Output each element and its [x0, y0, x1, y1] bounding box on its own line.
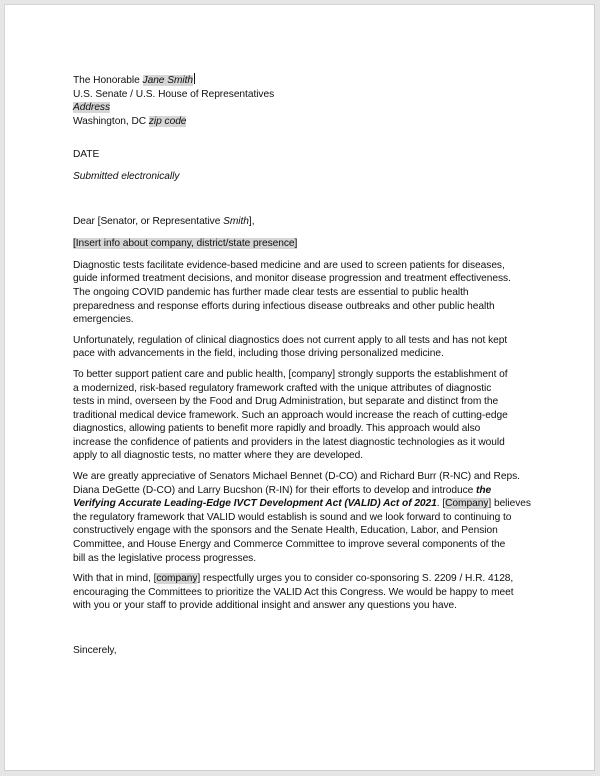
text-line: bill as the legislative process progresses. — [73, 552, 257, 564]
text-line: constructively engage with the sponsors and the Senate Health, Education, Labor, and Pension — [73, 525, 498, 537]
salutation — [73, 215, 543, 229]
paragraph-diagnostic-tests — [73, 259, 543, 327]
recipient-name-placeholder[interactable]: Jane Smith — [142, 75, 193, 86]
recipient-block — [73, 73, 543, 128]
text-line — [73, 484, 543, 498]
text-line: Diagnostic tests facilitate evidence-based medicine and are used to screen patients for diseases, — [73, 259, 505, 271]
text-line: We are greatly appreciative of Senators Michael Bennet (D-CO) and Richard Burr (R-NC) and Reps. — [73, 471, 520, 483]
recipient-chamber: U.S. Senate / U.S. House of Representatives — [73, 88, 275, 100]
text-line — [73, 497, 543, 511]
submitted-electronically: Submitted electronically — [73, 170, 180, 182]
text-line: traditional medical device framework. Such an approach would increase the reach of cutting-edge — [73, 409, 508, 421]
recipient-city-line — [73, 115, 543, 129]
text-line: pace with advancements in the field, including those driving personalized medicine. — [73, 348, 444, 360]
text-line: encouraging the Committees to prioritize the VALID Act this Congress. We would be happy to meet — [73, 586, 514, 598]
document-page — [4, 4, 595, 771]
text-line: apply to all diagnostic tests, no matter where they are developed. — [73, 450, 364, 462]
text-line: emergencies. — [73, 314, 134, 326]
closing-sincerely: Sincerely, — [73, 645, 117, 656]
text-span: With that in mind, [ — [73, 573, 157, 585]
text-span: ] believes — [488, 498, 531, 510]
text-cursor — [194, 73, 195, 84]
salutation-prefix: Dear [Senator, or Representative — [73, 215, 224, 227]
paragraph-sponsors — [73, 470, 543, 565]
zip-placeholder[interactable]: zip code — [148, 115, 187, 127]
text-line — [73, 572, 543, 586]
text-line: a modernized, risk-based regulatory framework crafted with the unique attributes of diagnostic — [73, 382, 492, 394]
text-line: guide informed treatment decisions, and monitor disease progression and treatment effectiveness. — [73, 273, 511, 285]
text-line: Committee, and House Energy and Commerce Committee to improve several components of the — [73, 539, 506, 551]
text-line: The ongoing COVID pandemic has further made clear tests are essential to public health — [73, 286, 469, 298]
salutation-suffix: ], — [248, 215, 255, 227]
text-line: To better support patient care and public health, [company] strongly supports the establishment of — [73, 368, 508, 380]
address-placeholder[interactable]: Address — [73, 102, 111, 114]
act-title: Verifying Accurate Leading-Edge IVCT Development Act (VALID) Act of 2021 — [73, 498, 437, 510]
text-line: diagnostics, allowing patients to benefit more rapidly and broadly. This approach would also — [73, 423, 481, 435]
company-placeholder[interactable]: Company — [445, 498, 489, 510]
text-line: the regulatory framework that VALID would establish is sound and we look forward to continuing to — [73, 511, 512, 523]
paragraph-support — [73, 368, 543, 463]
text-line: tests in mind, overseen by the Food and Drug Administration, but separate and distinct from the — [73, 396, 499, 408]
text-line: preparedness and response efforts during infectious disease outbreaks and other public health — [73, 300, 495, 312]
text-line: increase the confidence of patients and providers in the latest diagnostic technologies as it would — [73, 436, 505, 448]
text-span: . [ — [436, 498, 446, 510]
text-line: Unfortunately, regulation of clinical diagnostics does not current apply to all tests and has not kept — [73, 334, 508, 346]
salutation-name: Smith — [223, 215, 249, 227]
letter-body[interactable] — [73, 73, 543, 658]
date-placeholder: DATE — [73, 149, 100, 161]
company-placeholder[interactable]: company — [156, 573, 198, 585]
recipient-line-name — [73, 73, 543, 88]
text-span: Diana DeGette (D-CO) and Larry Bucshon (R-IN) for their efforts to develop and introduce — [73, 484, 477, 496]
honorific-text: The Honorable — [73, 75, 143, 86]
paragraph-regulation — [73, 334, 543, 361]
city-text: Washington, DC — [73, 115, 149, 127]
paragraph-request — [73, 572, 543, 613]
text-line: with you or your staff to provide additional insight and answer any questions you have. — [73, 600, 457, 612]
text-span: ] respectfully urges you to consider co-sponsoring S. 2209 / H.R. 4128, — [197, 573, 514, 585]
insert-info-placeholder[interactable]: [Insert info about company, district/state presence] — [73, 238, 298, 250]
act-title-start: the — [476, 484, 492, 496]
